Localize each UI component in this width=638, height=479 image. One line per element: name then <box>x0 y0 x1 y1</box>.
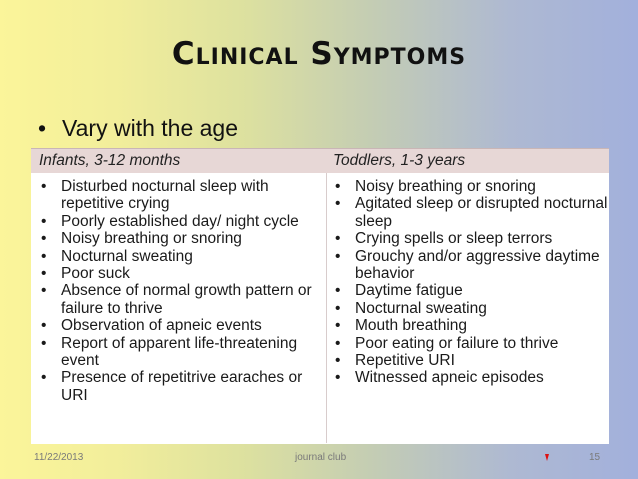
list-item: • Grouchy and/or aggressive daytime behavior <box>333 248 609 283</box>
list-item: • Daytime fatigue <box>333 282 609 299</box>
list-item: • Noisy breathing or snoring <box>333 178 609 195</box>
list-item: • Presence of repetitrive earaches or URI <box>39 369 324 404</box>
list-item: • Witnessed apneic episodes <box>333 369 609 386</box>
symptoms-table <box>31 148 609 444</box>
list-item: • Agitated sleep or disrupted nocturnal sleep <box>333 195 609 230</box>
list-item: • Absence of normal growth pattern or failure to thrive <box>39 282 324 317</box>
list-item: • Report of apparent life-threatening event <box>39 335 324 370</box>
red-marker-icon <box>545 454 549 461</box>
list-item: • Poor suck <box>39 265 324 282</box>
list-item: • Nocturnal sweating <box>39 248 324 265</box>
footer-date: 11/22/2013 <box>34 452 84 463</box>
list-item: • Repetitive URI <box>333 352 609 369</box>
infants-symptom-list <box>39 178 324 404</box>
slide-title: Clinical Symptoms <box>171 36 467 72</box>
header-toddlers: Toddlers, 1-3 years <box>333 152 466 169</box>
list-item: • Disturbed nocturnal sleep with repetitive crying <box>39 178 324 213</box>
footer-label: journal club <box>295 452 347 463</box>
table-header-row <box>31 149 609 173</box>
list-item: • Poorly established day/ night cycle <box>39 213 324 230</box>
bullet-dot: • <box>38 115 47 141</box>
header-infants: Infants, 3-12 months <box>39 152 181 169</box>
list-item: • Noisy breathing or snoring <box>39 230 324 247</box>
list-item: • Mouth breathing <box>333 317 609 334</box>
list-item: • Poor eating or failure to thrive <box>333 335 609 352</box>
page-number: 15 <box>589 452 601 463</box>
toddlers-symptom-list <box>333 178 609 387</box>
column-divider <box>326 173 327 443</box>
bullet-item <box>38 115 238 142</box>
list-item: • Observation of apneic events <box>39 317 324 334</box>
list-item: • Crying spells or sleep terrors <box>333 230 609 247</box>
bullet-text: Vary with the age <box>62 115 239 141</box>
list-item: • Nocturnal sweating <box>333 300 609 317</box>
